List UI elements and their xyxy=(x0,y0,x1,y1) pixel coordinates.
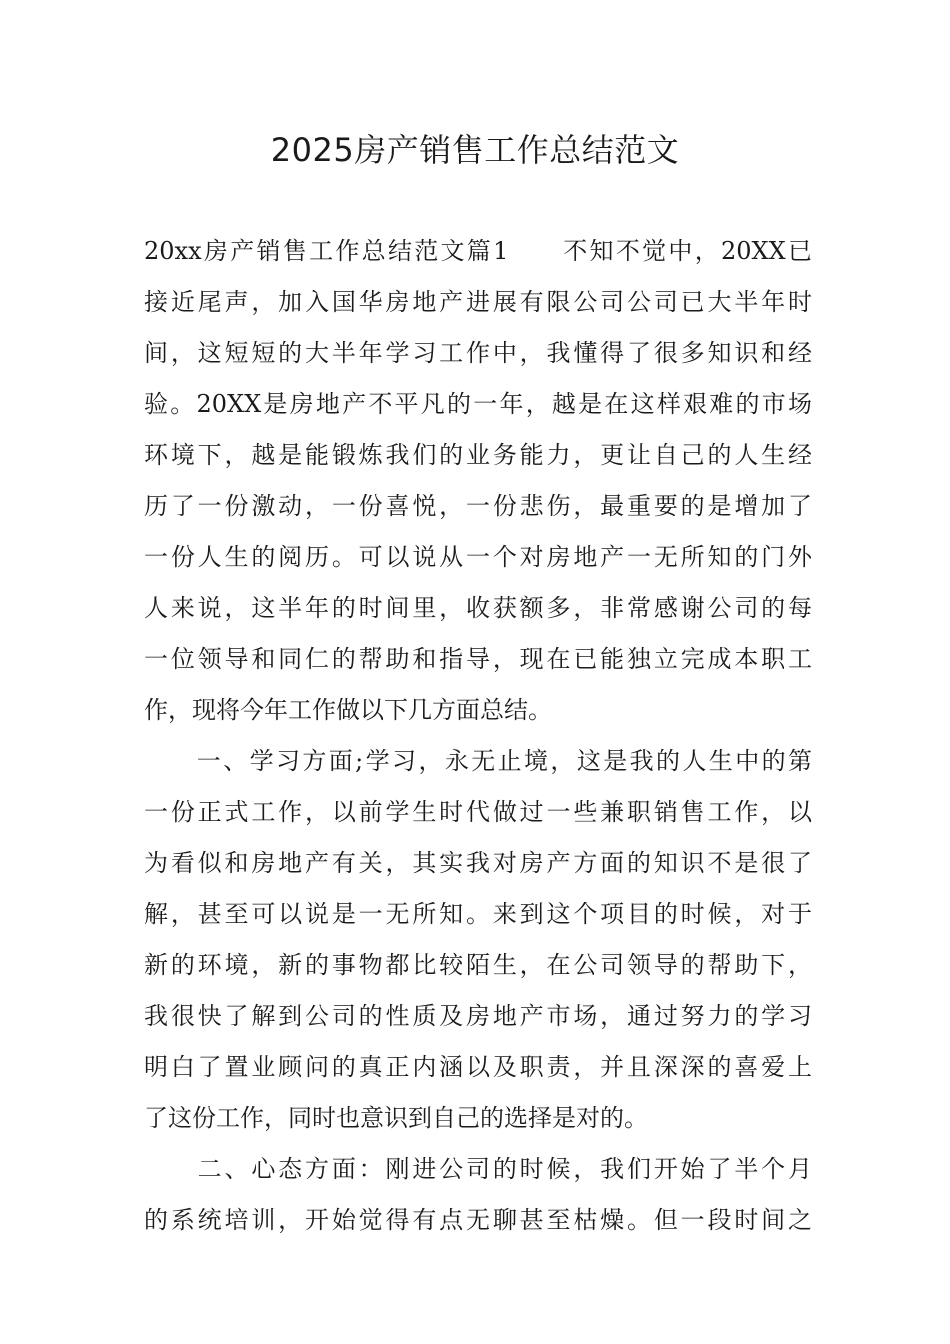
body-line: 的系统培训，开始觉得有点无聊甚至枯燥。但一段时间之 xyxy=(144,1206,812,1234)
body-line: 20xx房产销售工作总结范文篇1 不知不觉中，20XX已 xyxy=(144,237,812,265)
body-line: 为看似和房地产有关，其实我对房产方面的知识不是很了 xyxy=(144,849,812,877)
body-line: 一份人生的阅历。可以说从一个对房地产一无所知的门外 xyxy=(144,543,812,571)
body-line: 一份正式工作，以前学生时代做过一些兼职销售工作，以 xyxy=(144,798,812,826)
body-line: 环境下，越是能锻炼我们的业务能力，更让自己的人生经 xyxy=(144,441,812,469)
body-line: 人来说，这半年的时间里，收获额多，非常感谢公司的每 xyxy=(144,594,812,622)
body-line: 间，这短短的大半年学习工作中，我懂得了很多知识和经 xyxy=(144,339,812,367)
page-title: 2025房产销售工作总结范文 xyxy=(270,131,680,169)
body-line: 新的环境，新的事物都比较陌生，在公司领导的帮助下， xyxy=(144,951,812,979)
body-line: 历了一份激动，一份喜悦，一份悲伤，最重要的是增加了 xyxy=(144,492,812,520)
body-line: 了这份工作，同时也意识到自己的选择是对的。 xyxy=(144,1104,648,1132)
body-line: 解，甚至可以说是一无所知。来到这个项目的时候，对于 xyxy=(144,900,812,928)
body-line: 一、学习方面;学习，永无止境，这是我的人生中的第 xyxy=(144,747,812,775)
body-line: 作，现将今年工作做以下几方面总结。 xyxy=(144,696,552,724)
body-line: 明白了置业顾问的真正内涵以及职责，并且深深的喜爱上 xyxy=(144,1053,812,1081)
body-line: 二、心态方面：刚进公司的时候，我们开始了半个月 xyxy=(144,1155,812,1183)
body-line: 接近尾声，加入国华房地产进展有限公司公司已大半年时 xyxy=(144,288,812,316)
document-body xyxy=(144,226,812,1246)
body-line: 一位领导和同仁的帮助和指导，现在已能独立完成本职工 xyxy=(144,645,812,673)
body-line: 我很快了解到公司的性质及房地产市场，通过努力的学习 xyxy=(144,1002,812,1030)
body-line: 验。20XX是房地产不平凡的一年，越是在这样艰难的市场 xyxy=(144,390,812,418)
